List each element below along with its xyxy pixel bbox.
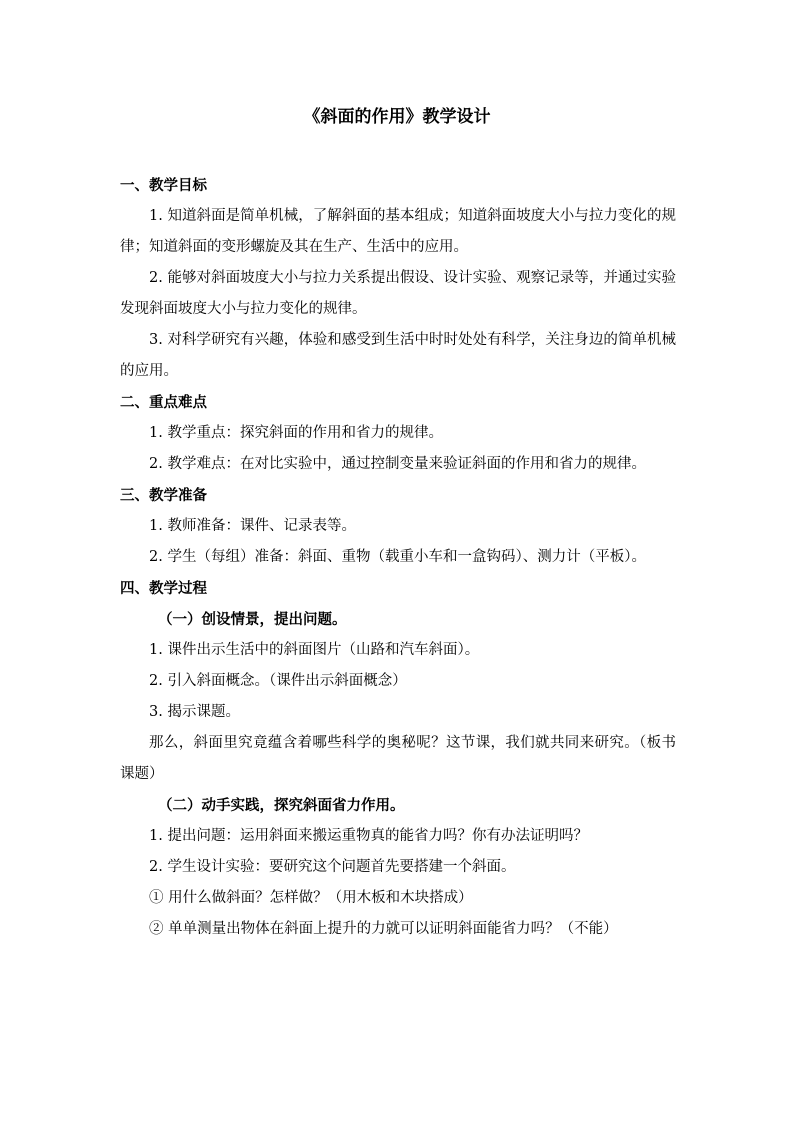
process-item-2-1: 1. 提出问题：运用斜面来搬运重物真的能省力吗？你有办法证明吗？ (149, 828, 588, 844)
process-item-2-2: 2. 学生设计实验：要研究这个问题首先要搭建一个斜面。 (149, 859, 516, 875)
subsection-heading-2: （二）动手实践，探究斜面省力作用。 (158, 797, 405, 814)
section-heading-process: 四、教学过程 (120, 580, 207, 597)
section-heading-key-points: 二、重点难点 (120, 394, 207, 411)
process-item-1-2: 2. 引入斜面概念。（课件出示斜面概念） (149, 673, 407, 689)
process-item-1-1: 1. 课件出示生活中的斜面图片（山路和汽车斜面）。 (149, 642, 480, 658)
key-point-item-1: 1. 教学重点：探究斜面的作用和省力的规律。 (149, 425, 443, 441)
preparation-item-2: 2. 学生（每组）准备：斜面、重物（载重小车和一盒钩码）、测力计（平板）。 (149, 549, 646, 565)
objective-item-3: 3. 对科学研究有兴趣，体验和感受到生活中时时处处有科学，关注身边的简单机械的应用。 (120, 332, 676, 379)
section-heading-objectives: 一、教学目标 (120, 177, 207, 194)
objective-item-2: 2. 能够对斜面坡度大小与拉力关系提出假设、设计实验、观察记录等，并通过实验发现斜面坡度大小与拉力变化的规律。 (120, 270, 676, 317)
preparation-item-1: 1. 教师准备：课件、记录表等。 (149, 518, 356, 534)
document-title: 《斜面的作用》教学设计 (303, 107, 491, 127)
document-body (120, 170, 676, 945)
process-item-1-3: 3. 揭示课题。 (149, 704, 240, 720)
section-heading-preparation: 三、教学准备 (120, 487, 207, 504)
objective-item-1: 1. 知道斜面是简单机械，了解斜面的基本组成；知道斜面坡度大小与拉力变化的规律；知道斜面的变形螺旋及其在生产、生活中的应用。 (120, 208, 676, 255)
key-point-item-2: 2. 教学难点：在对比实验中，通过控制变量来验证斜面的作用和省力的规律。 (149, 456, 646, 472)
subsection-heading-1: （一）创设情景，提出问题。 (158, 611, 347, 628)
process-item-2-3: ① 用什么做斜面？怎样做？（用木板和木块搭成） (149, 890, 473, 906)
process-item-2-4: ② 单单测量出物体在斜面上提升的力就可以证明斜面能省力吗？（不能） (149, 921, 618, 937)
process-paragraph-1: 那么，斜面里究竟蕴含着哪些科学的奥秘呢？这节课，我们就共同来研究。（板书课题） (120, 735, 676, 782)
